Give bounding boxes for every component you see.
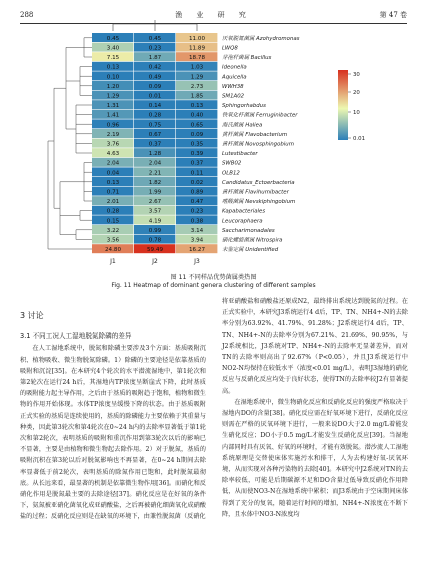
heatmap-cell-value: 0.71 [106, 189, 120, 196]
row-label: OLB12 [222, 170, 240, 177]
colorbar [338, 70, 348, 140]
heatmap-cell-value: 1.29 [106, 93, 120, 100]
heatmap-cell-value: 11.89 [188, 45, 206, 52]
heatmap-cells [92, 33, 217, 253]
figure-caption-cn: 图 11 不同样品优势菌属类热图 [170, 274, 257, 281]
heatmap-cell-value: 1.31 [106, 103, 120, 110]
heatmap-cell-value: 0.13 [106, 179, 120, 186]
heatmap-cell-value: 1.82 [148, 179, 162, 186]
heatmap-cell-value: 11.00 [188, 35, 206, 42]
heatmap-cell-value: 2.67 [148, 199, 162, 206]
heatmap-cell-value: 0.47 [190, 199, 204, 206]
heatmap-cell-value: 59.49 [146, 247, 164, 254]
heatmap-cell-value: 0.40 [190, 112, 204, 119]
heatmap-cell-value: 0.01 [148, 93, 162, 100]
row-label: 芽孢杆菌属 Bacillus [222, 55, 272, 62]
heatmap-cell-value: 1.41 [106, 112, 120, 119]
body-paragraph: 在湿地系统中，微生物硝化反应和反硝化反应的强度严格取决于湿地内DO的含量[38]。硝化反应需在好氧环境下进行，反硝化反应则需在严格的厌氧环境下进行，一般来说DO大于2.0 mg/L着能发生硝化反应；DO小于0.5 mg/L才能发生反硝化反应[39]。当湿地内部同时具有厌氧、好氧的环境时，才能有效脱氮。潜沙流人工湿地系统原理是交替使床体实施污水和排干，人为去构建好氧-厌氧环境，从而实现对各种污染物的去除[40]。本研究中J2系统对TN的去除率较低，可能是后期碳源不足和DO含量过低导致反硝化作用降低，从而使NO3-N在湿地系统中累积；而J3系统由于空床期间床体得到了充分的复氧，随着运行时间的增加，NH4+-N浓度在不断下降，且水体中NO3-N浓度均 [222, 398, 408, 518]
body-paragraph: 在人工湿地系统中，脱氮和除磷主要涉及3个方面：基质吸附沉积、植物吸收、微生物脱氮除磷。1）除磷的主要途径是依靠基质的吸附和沉淀[35]。在本研究4个轮次的水平潜流湿地中，第1轮次和第2轮次在运行24 h后，其湿地内TP浓度呈断崖式下降，此时基质的吸附能力起主导作用，之后由于基质的吸附趋于饱和，植物和微生物的作用开始体现。水体TP浓度呈缓慢下降的状态。由于基质吸附正式实验的基质是连续使用的，基质的除磷能力主要依赖于其重量与种类，因此第3轮次和第4轮次在0~24 h内的去除率显著低于第1轮次和第2轮次，表明基质的吸附和重沉作用到第3轮次以后的影响已不显著，主要是由植物和微生物起去除作用。2）对于脱氮，基质的吸附沉积在第3轮以后对脱氮影响也不再显著，在0~24 h期间去除率显著低于前2轮次，表明基质的除氮作用已饱和，此时脱氮最彻底。从长远来看，最显著的机制是依靠微生物作用[36]。而硝化和反硝化作用是脱氮最主要的去除途径[37]。硝化反应是在好氧的条件下，氨氮被亚硝化菌氧化成亚硝酸盐，之后再被硝化细菌氧化成硝酸盐的过程；反硝化反应则是在缺氧的环境下，由兼性脱氮菌（反硝化 [20, 345, 206, 521]
heatmap-cell-value: 0.78 [148, 237, 162, 244]
row-label: Sphingorhabdus [222, 103, 266, 110]
heatmap-cell-value: 0.15 [106, 218, 120, 225]
heatmap-cell-value: 2.21 [148, 170, 162, 177]
heatmap-cell-value: 0.35 [190, 141, 204, 148]
row-label: 未鉴定属 Unidentified [222, 247, 279, 254]
row-label: Leucoraphaera [222, 218, 263, 225]
column-label: J2 [152, 257, 158, 265]
heatmap-cell-value: 1.87 [148, 55, 162, 62]
heatmap-cell-value: 0.37 [148, 141, 162, 148]
heatmap-cell-value: 0.99 [148, 227, 162, 234]
subsection-heading: 3.1 不同工况人工湿地脱氮除磷的差异 [20, 332, 132, 341]
row-label: LWQ8 [222, 45, 238, 52]
heatmap-cell-value: 1.29 [190, 74, 204, 81]
heatmap-cell-value: 0.67 [148, 131, 162, 138]
heatmap-cell-value: 1.03 [190, 64, 204, 71]
heatmap-cell-value: 0.28 [106, 208, 120, 215]
heatmap-cell-value: 18.78 [188, 55, 206, 62]
volume-label: 第 47 卷 [379, 11, 407, 19]
heatmap-cell-value: 0.96 [106, 122, 120, 129]
heatmap-cell-value: 3.14 [190, 227, 204, 234]
heatmap-cell-value: 0.14 [148, 103, 162, 110]
heatmap-cell-value: 1.20 [106, 83, 120, 90]
colorbar-tick-label: 10 [353, 110, 360, 116]
heatmap-cell-value: 0.02 [190, 179, 204, 186]
row-label: 海氏菌属 Haliea [222, 122, 263, 129]
journal-title: 渔 业 研 究 [175, 11, 252, 19]
row-label: Lutestibacter [222, 151, 258, 158]
heatmap-cell-value: 3.76 [106, 141, 120, 148]
heatmap-cell-value: 3.40 [106, 45, 120, 52]
row-label: 黄杆菌属 Novosphingobium [222, 141, 294, 148]
heatmap-cell-value: 0.42 [148, 64, 162, 71]
heatmap-cell-value: 0.49 [148, 74, 162, 81]
row-label: 黄杆菌属 Flavobacterium [222, 131, 288, 138]
row-dendrogram [48, 38, 92, 249]
row-label: SWB02 [222, 160, 242, 167]
heatmap-cell-value: 3.22 [106, 227, 120, 234]
heatmap-cell-value: 3.56 [106, 237, 120, 244]
heatmap-cell-value: 2.73 [190, 83, 204, 90]
heatmap-cell-value: 1.28 [148, 151, 162, 158]
column-label: J3 [194, 257, 200, 265]
heatmap-cell-value: 0.75 [148, 122, 162, 129]
figure-caption-en: Fig. 11 Heatmap of dominant genera clustering of different samples [111, 282, 316, 289]
colorbar-ticks [348, 72, 365, 142]
page-number: 288 [20, 11, 34, 19]
heatmap-cell-value: 0.38 [190, 218, 204, 225]
column-dendrogram [113, 20, 197, 31]
heatmap-cell-value: 3.57 [148, 208, 162, 215]
heatmap-cell-value: 0.13 [106, 64, 120, 71]
colorbar-tick-label: 30 [353, 72, 360, 78]
colorbar-tick-label: 0.01 [353, 136, 366, 142]
column-label: J1 [110, 257, 116, 265]
heatmap-cell-value: 1.85 [190, 93, 204, 100]
heatmap-cell-value: 0.45 [148, 35, 162, 42]
row-label: Ideonella [222, 64, 247, 71]
heatmap-cell-value: 2.04 [106, 160, 120, 167]
heatmap-cell-value: 0.23 [190, 208, 204, 215]
heatmap-cell-value: 0.65 [190, 122, 204, 129]
colorbar-tick-label: 20 [353, 90, 360, 96]
row-label: Candidatus_Ectoerbacteria [222, 179, 295, 186]
heatmap-cell-value: 0.28 [148, 112, 162, 119]
heatmap-cell-value: 2.04 [148, 160, 162, 167]
heatmap-cell-value: 4.19 [148, 218, 162, 225]
heatmap-cell-value: 24.80 [104, 247, 122, 254]
heatmap-cell-value: 0.37 [190, 160, 204, 167]
heatmap-cell-value: 0.09 [148, 83, 162, 90]
heatmap-cell-value: 16.27 [188, 247, 206, 254]
row-label: 嗜酸菌属 Nevskiphingobium [222, 199, 296, 206]
row-label: 厌氧脱氮菌属 Azohydromonas [222, 35, 300, 42]
heatmap-cell-value: 0.04 [106, 170, 120, 177]
row-label: Kapabacteriales [222, 208, 266, 215]
heatmap-cell-value: 0.11 [190, 170, 204, 177]
heatmap-cell-value: 0.23 [148, 45, 162, 52]
heatmap-cell-value: 2.01 [106, 199, 120, 206]
heatmap-cell-value: 0.89 [190, 189, 204, 196]
heatmap-cell-value: 0.13 [190, 103, 204, 110]
heatmap-cell-value: 2.19 [106, 131, 120, 138]
left-column [20, 296, 206, 523]
row-label: SM1A02 [222, 93, 245, 100]
column-labels [109, 258, 200, 265]
heatmap-cell-value: 0.09 [190, 131, 204, 138]
right-column [222, 296, 408, 520]
heatmap-cell-value: 0.10 [106, 74, 120, 81]
row-label: WWH38 [222, 83, 244, 90]
section-heading: 3 讨论 [20, 311, 44, 320]
row-label: 铁氧化杆菌属 Ferruginibacter [222, 112, 298, 119]
row-labels [221, 35, 300, 253]
body-paragraph: 将亚硝酸盐和硝酸盐还原成N2，最终排出系统达到脱氮的过程。在正式实验中，本研究J3系统运行4 d后，TP、TN、NH4+-N的去除率分别为63.92%、41.79%、91.28%；J2系统运行4 d后，TP、TN、NH4+-N的去除率分别为67.21%、21.69%、90.95%，与J2系统相比，J3系统对TP、NH4+-N的去除率无显著差异，而对TN的去除率则高出了92.67%（P<0.05），并且J3系统运行中NO2-N均保持在较低水平（浓度<0.01 mg/L），表明J3湿地的硝化反应与反硝化反应均处于良好状态，使得TN的去除率较J2有显著提高。 [222, 298, 408, 395]
heatmap-cell-value: 1.99 [148, 189, 162, 196]
heatmap-cell-value: 0.39 [190, 151, 204, 158]
row-label: Aquicella [222, 74, 247, 81]
heatmap-cell-value: 0.45 [106, 35, 120, 42]
row-label: 硝化螺旋菌属 Nitrospira [222, 237, 283, 244]
heatmap-cell-value: 4.63 [106, 151, 120, 158]
row-label: 黄杆菌属 Flavihumibacter [222, 189, 289, 196]
row-label: Saccharimonadales [222, 227, 275, 234]
heatmap-cell-value: 7.15 [106, 55, 120, 62]
heatmap-cell-value: 3.94 [190, 237, 204, 244]
